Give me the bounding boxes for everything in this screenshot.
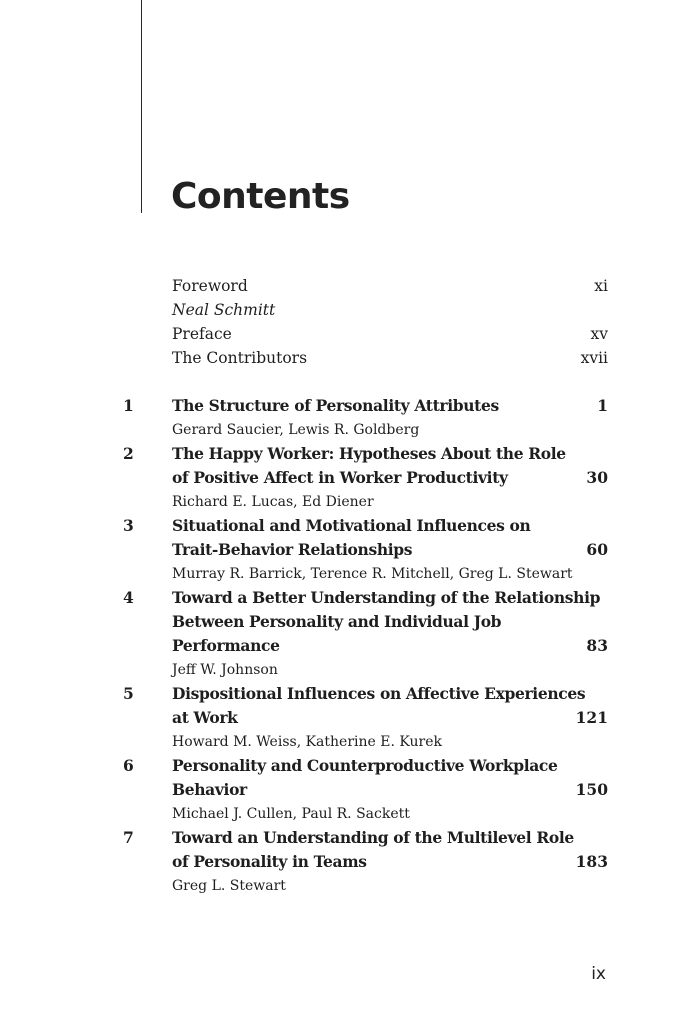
chapter-title-line: Toward an Understanding of the Multilevel Role [172, 828, 574, 847]
chapter-title-line: Dispositional Influences on Affective Experiences [172, 684, 586, 703]
toc-entry-chapter[interactable] [0, 442, 682, 514]
toc-entry-contributors[interactable] [0, 346, 682, 370]
entry-title: The Contributors [172, 349, 308, 367]
entry-title: Preface [172, 325, 232, 343]
chapter-authors: Richard E. Lucas, Ed Diener [172, 494, 374, 510]
chapter-page: 60 [586, 540, 608, 559]
foreword-author [0, 298, 682, 322]
chapter-title-line: of Personality in Teams [172, 852, 367, 871]
chapter-page: 150 [575, 780, 608, 799]
page-folio: ix [591, 964, 606, 984]
chapter-title [0, 682, 682, 730]
chapter-title [0, 394, 682, 418]
toc-entry-chapter[interactable] [0, 682, 682, 754]
chapter-authors: Jeff W. Johnson [172, 662, 278, 678]
toc-entry-foreword[interactable] [0, 274, 682, 298]
chapter-page: 30 [586, 468, 608, 487]
entry-page: xv [590, 325, 608, 343]
chapter-title-line: The Structure of Personality Attributes [172, 396, 499, 415]
toc-entry-chapter[interactable] [0, 514, 682, 586]
toc-entry-chapter[interactable] [0, 586, 682, 682]
toc-entry-chapter[interactable] [0, 754, 682, 826]
chapter-number: 1 [123, 396, 134, 415]
chapter-title [0, 586, 682, 658]
chapter-title-line: Personality and Counterproductive Workplace [172, 756, 558, 775]
toc-entry-chapter[interactable] [0, 826, 682, 898]
chapter-authors: Michael J. Cullen, Paul R. Sackett [172, 806, 410, 822]
chapter-title-line: of Positive Affect in Worker Productivity [172, 468, 508, 487]
chapter-authors: Murray R. Barrick, Terence R. Mitchell, Greg L. Stewart [172, 566, 573, 582]
chapter-authors: Howard M. Weiss, Katherine E. Kurek [172, 734, 442, 750]
vertical-rule [141, 0, 142, 213]
page-title: Contents [171, 176, 350, 217]
chapter-title-line: Trait-Behavior Relationships [172, 540, 413, 559]
chapter-title [0, 514, 682, 562]
chapter-list [0, 394, 682, 898]
chapter-title-line: The Happy Worker: Hypotheses About the Role [172, 444, 566, 463]
entry-page: xvii [580, 349, 608, 367]
chapter-number: 7 [123, 828, 134, 847]
entry-author: Neal Schmitt [172, 301, 276, 319]
chapter-title-line: at Work [172, 708, 238, 727]
chapter-number: 4 [123, 588, 134, 607]
chapter-title-line: Situational and Motivational Influences on [172, 516, 531, 535]
front-matter [0, 274, 682, 370]
chapter-number: 3 [123, 516, 134, 535]
chapter-page: 121 [575, 708, 608, 727]
chapter-title [0, 754, 682, 802]
chapter-number: 6 [123, 756, 134, 775]
chapter-number: 5 [123, 684, 134, 703]
chapter-title-line: Performance [172, 636, 280, 655]
chapter-title-line: Between Personality and Individual Job [172, 612, 502, 631]
toc-entry-chapter[interactable] [0, 394, 682, 442]
chapter-number: 2 [123, 444, 134, 463]
chapter-page: 183 [575, 852, 608, 871]
chapter-authors: Gerard Saucier, Lewis R. Goldberg [172, 422, 420, 438]
toc-entry-preface[interactable] [0, 322, 682, 346]
chapter-title [0, 442, 682, 490]
chapter-authors: Greg L. Stewart [172, 878, 286, 894]
entry-page: xi [594, 277, 608, 295]
chapter-title-line: Behavior [172, 780, 247, 799]
chapter-title-line: Toward a Better Understanding of the Relationship [172, 588, 601, 607]
chapter-page: 1 [597, 396, 608, 415]
entry-title: Foreword [172, 277, 248, 295]
chapter-title [0, 826, 682, 874]
chapter-page: 83 [586, 636, 608, 655]
